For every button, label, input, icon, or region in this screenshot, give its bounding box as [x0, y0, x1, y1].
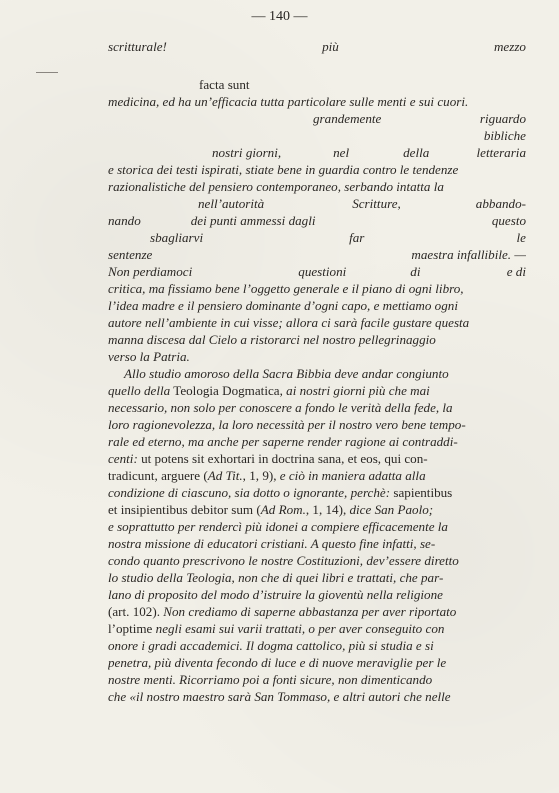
text-line-34 [108, 620, 526, 637]
text-line-14 [108, 280, 526, 297]
text-fragment: dice San Paolo; [349, 502, 434, 517]
text-fragment: bibliche [483, 128, 526, 143]
text-fragment: le [516, 230, 526, 245]
text-fragment: condizione di ciascuno, sia dotto o ignorante, perchè: [108, 485, 391, 500]
text-fragment: negli esami sui varii trattati, o per aver conseguito con [155, 621, 445, 636]
text-fragment: far [349, 230, 365, 245]
text-fragment: Teologia Dogmatica, [173, 383, 283, 398]
text-line-29 [108, 535, 526, 552]
text-fragment: più [322, 39, 339, 54]
text-line-20 [108, 382, 526, 399]
text-line-30 [108, 552, 526, 569]
text-line-35 [108, 637, 526, 654]
text-line-31 [108, 569, 526, 586]
text-line-19 [108, 365, 542, 382]
text-line-15 [108, 297, 526, 314]
text-fragment: razionalistiche del pensiero contemporaneo, serbando intatta la [108, 179, 444, 194]
text-line-5 [108, 127, 526, 144]
text-fragment: ai nostri giorni più che mai [286, 383, 430, 398]
text-line-4 [108, 110, 526, 127]
text-line-7 [108, 161, 526, 178]
text-line-32 [108, 586, 526, 603]
text-line-22 [108, 416, 526, 433]
text-fragment: nostre menti. Ricorriamo poi a fonti sicure, non dimenticando [108, 672, 433, 687]
text-fragment: nel [333, 145, 350, 160]
text-line-13 [108, 263, 526, 280]
text-line-21 [108, 399, 526, 416]
text-line-37 [108, 671, 526, 688]
text-fragment: , 1, 14), [305, 502, 347, 517]
text-line-8 [108, 178, 526, 195]
text-fragment: abbando- [475, 196, 526, 211]
text-line-17 [108, 331, 526, 348]
text-fragment: nando [108, 213, 141, 228]
text-line-12 [108, 246, 526, 263]
text-fragment: che «il nostro maestro sarà San Tommaso, e altri autori che nelle [108, 689, 451, 704]
text-fragment: dei punti ammessi dagli [190, 213, 316, 228]
page-number: — 140 — [251, 9, 308, 24]
text-fragment: sapientibus [393, 485, 453, 500]
text-fragment: Non crediamo di saperne abbastanza per aver riportato [163, 604, 457, 619]
text-line-33 [108, 603, 526, 620]
text-fragment: grandemente [313, 111, 382, 126]
text-fragment: medicina, ed ha un’efficacia tutta particolare sulle menti e sui cuori. [108, 94, 469, 109]
text-line-25 [108, 467, 526, 484]
text-line-36 [108, 654, 526, 671]
text-fragment: onore i gradi accademici. Il dogma cattolico, più si studia e si [108, 638, 434, 653]
text-fragment: ut potens sit exhortari in doctrina sana, et eos, qui con- [141, 451, 428, 466]
text-fragment: sentenze [108, 247, 153, 262]
text-fragment: e ciò in maniera adatta alla [279, 468, 426, 483]
text-fragment: della [403, 145, 430, 160]
text-fragment: loro ragionevolezza, la loro necessità per il nostro vero bene tempo- [108, 417, 466, 432]
text-fragment: Allo studio amoroso della Sacra Bibbia deve andar congiunto [124, 366, 449, 381]
text-fragment: necessario, non solo per conoscere a fondo le verità della fede, la [108, 400, 453, 415]
text-line-18 [108, 348, 526, 365]
text-fragment: scritturale! [108, 39, 167, 54]
text-fragment: nostra missione di educatori cristiani. A questo fine infatti, se- [108, 536, 436, 551]
text-fragment: questioni [298, 264, 347, 279]
text-fragment: Scritture, [352, 196, 401, 211]
text-fragment: sbagliarvi [150, 230, 204, 245]
text-line-23 [108, 433, 526, 450]
text-line-24 [108, 450, 526, 467]
text-line-1 [108, 38, 526, 55]
text-fragment: di [410, 264, 421, 279]
text-fragment: (art. 102). [108, 604, 160, 619]
text-fragment: verso la Patria. [108, 349, 190, 364]
text-fragment: , 1, 9), [242, 468, 277, 483]
text-fragment: centi: [108, 451, 138, 466]
text-fragment: e storica dei testi ispirati, stiate bene in guardia contro le tendenze [108, 162, 459, 177]
text-fragment: critica, ma fissiamo bene l’oggetto generale e il piano di ogni libro, [108, 281, 464, 296]
text-fragment: letteraria [476, 145, 526, 160]
text-fragment: Ad Tit. [207, 468, 243, 483]
text-line-11 [108, 229, 526, 246]
text-line-38 [108, 688, 526, 705]
text-fragment: lo studio della Teologia, non che di quei libri e trattati, che par- [108, 570, 444, 585]
text-fragment: nostri giorni, [212, 145, 282, 160]
text-fragment: Non perdiamoci [108, 264, 193, 279]
text-fragment: riguardo [479, 111, 526, 126]
text-fragment: lano di proposito del modo d’istruire la gioventù nella religione [108, 587, 443, 602]
text-fragment: condo quanto prescrivono le nostre Costituzioni, dev’essere diretto [108, 553, 459, 568]
text-line-28 [108, 518, 526, 535]
text-line-10 [108, 212, 526, 229]
text-fragment: Ad Rom. [260, 502, 306, 517]
text-fragment: penetra, più diventa fecondo di luce e di nuove meraviglie per le [108, 655, 447, 670]
text-line-9 [108, 195, 526, 212]
text-fragment: autore nell’ambiente in cui visse; allora ci sarà facile gustare questa [108, 315, 470, 330]
text-fragment: questo [491, 213, 526, 228]
text-fragment: rale ed eterno, ma anche per saperne render ragione ai contraddi- [108, 434, 458, 449]
text-fragment: mezzo [493, 39, 526, 54]
text-fragment: et insipientibus debitor sum ( [108, 502, 261, 517]
text-fragment: tradicunt, arguere ( [108, 468, 208, 483]
text-fragment: manna discesa dal Cielo a ristorarci nel nostro pellegrinaggio [108, 332, 436, 347]
text-fragment: quello della [108, 383, 171, 398]
text-line-3 [108, 93, 526, 110]
text-fragment: nell’autorità [198, 196, 265, 211]
margin-mark [36, 72, 58, 73]
text-fragment: e di [506, 264, 526, 279]
text-line-16 [108, 314, 526, 331]
text-fragment: facta sunt [199, 77, 250, 92]
text-fragment: maestra infallibile. — [411, 247, 526, 262]
text-line-27 [108, 501, 526, 518]
text-fragment: e soprattutto per rendercì più idonei a compiere efficacemente la [108, 519, 448, 534]
text-line-2 [108, 76, 559, 93]
text-fragment: l’idea madre e il pensiero dominante d’ogni capo, e mettiamo ogni [108, 298, 458, 313]
text-line-26 [108, 484, 526, 501]
text-fragment: l’optime [108, 621, 153, 636]
text-line-6 [108, 144, 526, 161]
